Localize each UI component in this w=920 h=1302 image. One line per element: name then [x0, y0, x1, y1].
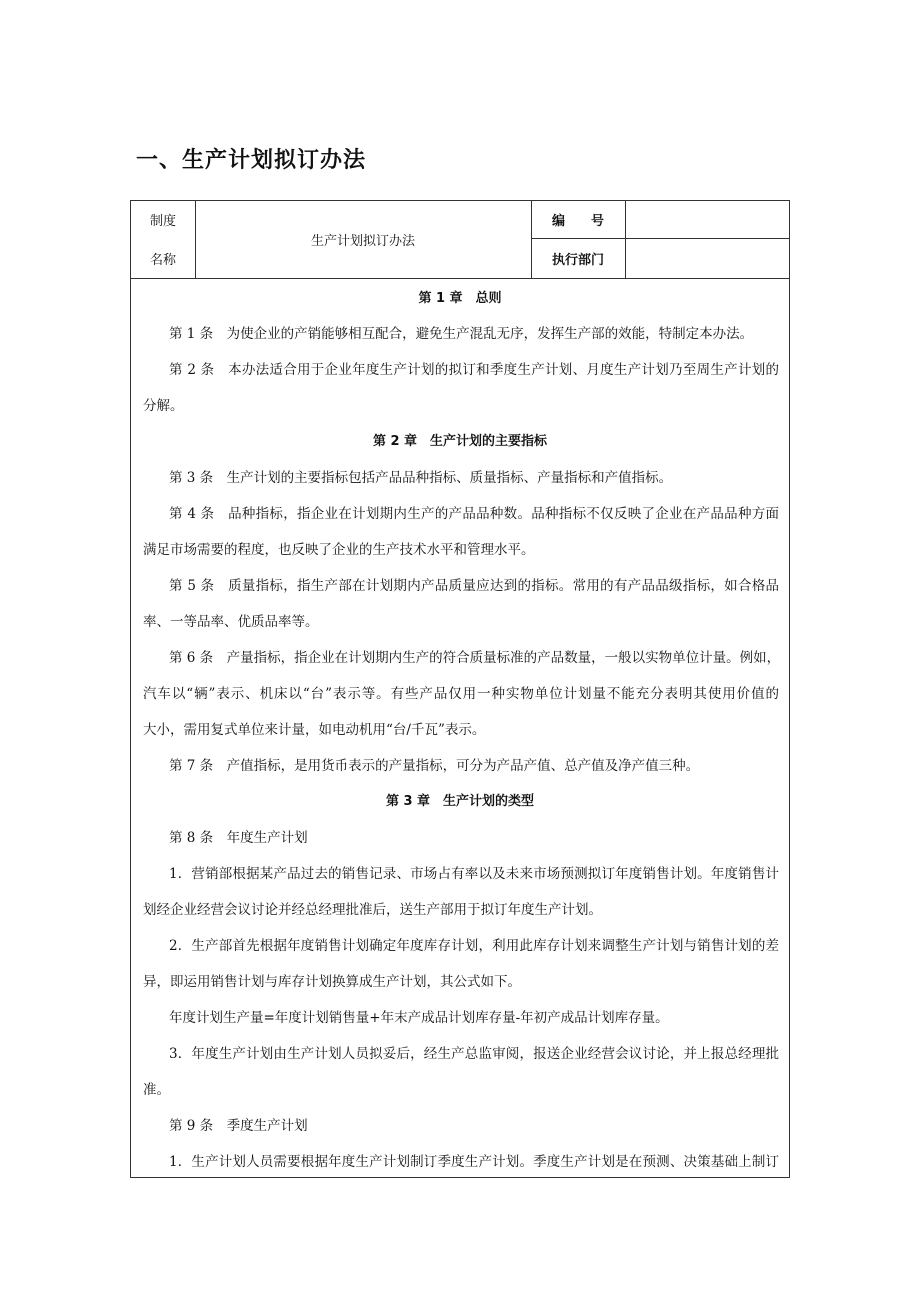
chapter-heading: 第 1 章 总则 [418, 291, 502, 306]
article-line: 1．生产计划人员需要根据年度生产计划制订季度生产计划。季度生产计划是在预测、决策基础上制订 [169, 1154, 779, 1170]
department-value [625, 238, 789, 278]
article-line: 第 5 条 质量指标，指生产部在计划期内产品质量应达到的指标。常用的有产品品级指标，如合格品 [169, 578, 779, 594]
chapter-heading: 第 2 章 生产计划的主要指标 [372, 434, 548, 449]
article-line: 2．生产部首先根据年度销售计划确定年度库存计划，利用此库存计划来调整生产计划与销售计划的差 [169, 938, 779, 954]
article-line: 满足市场需要的程度，也反映了企业的生产技术水平和管理水平。 [143, 542, 535, 558]
article-line: 率、一等品率、优质品率等。 [143, 614, 319, 630]
article-line: 异，即运用销售计划与库存计划换算成生产计划，其公式如下。 [143, 974, 521, 990]
article-line: 第 6 条 产量指标，指企业在计划期内生产的符合质量标准的产品数量，一般以实物单位计量。例如， [169, 650, 781, 666]
article-line: 分解。 [143, 398, 184, 414]
chapter-heading: 第 3 章 生产计划的类型 [385, 794, 535, 809]
article-line: 第 4 条 品种指标，指企业在计划期内生产的产品品种数。品种指标不仅反映了企业在产品品种方面 [169, 506, 779, 522]
article-line: 第 3 条 生产计划的主要指标包括产品品种指标、质量指标、产量指标和产值指标。 [169, 470, 673, 486]
table-header [131, 201, 789, 279]
regulation-body [131, 279, 789, 1177]
article-line: 第 7 条 产值指标，是用货币表示的产量指标，可分为产品产值、总产值及净产值三种。 [169, 758, 700, 774]
formula-line: 年度计划生产量=年度计划销售量+年末产成品计划库存量-年初产成品计划库存量。 [169, 1010, 669, 1026]
label-department: 执行部门 [551, 252, 604, 268]
label-name-top: 制度 [149, 214, 176, 229]
regulation-table [130, 200, 790, 1178]
article-line: 划经企业经营会议讨论并经总经理批准后，送生产部用于拟订年度生产计划。 [143, 902, 602, 918]
article-line: 准。 [143, 1082, 170, 1098]
article-line: 大小，需用复式单位来计量，如电动机用“台/千瓦”表示。 [143, 722, 486, 738]
divider [531, 238, 789, 239]
article-line: 3．年度生产计划由生产计划人员拟妥后，经生产总监审阅，报送企业经营会议讨论，并上报总经理批 [169, 1046, 779, 1062]
article-line: 第 8 条 年度生产计划 [169, 830, 308, 846]
regulation-title: 生产计划拟订办法 [310, 234, 415, 249]
article-line: 汽车以“辆”表示、机床以“台”表示等。有些产品仅用一种实物单位计划量不能充分表明其使用价值的 [143, 686, 779, 702]
article-line: 第 2 条 本办法适合用于企业年度生产计划的拟订和季度生产计划、月度生产计划乃至周生产计划的 [169, 362, 779, 378]
article-line: 第 1 条 为使企业的产销能够相互配合，避免生产混乱无序，发挥生产部的效能，特制定本办法。 [169, 326, 754, 342]
label-number: 编 号 [551, 214, 604, 229]
number-value [625, 201, 789, 238]
page-title: 一、生产计划拟订办法 [136, 148, 367, 173]
article-line: 第 9 条 季度生产计划 [169, 1118, 308, 1134]
label-name-bottom: 名称 [149, 252, 176, 268]
article-line: 1．营销部根据某产品过去的销售记录、市场占有率以及未来市场预测拟订年度销售计划。年度销售计 [169, 866, 779, 882]
